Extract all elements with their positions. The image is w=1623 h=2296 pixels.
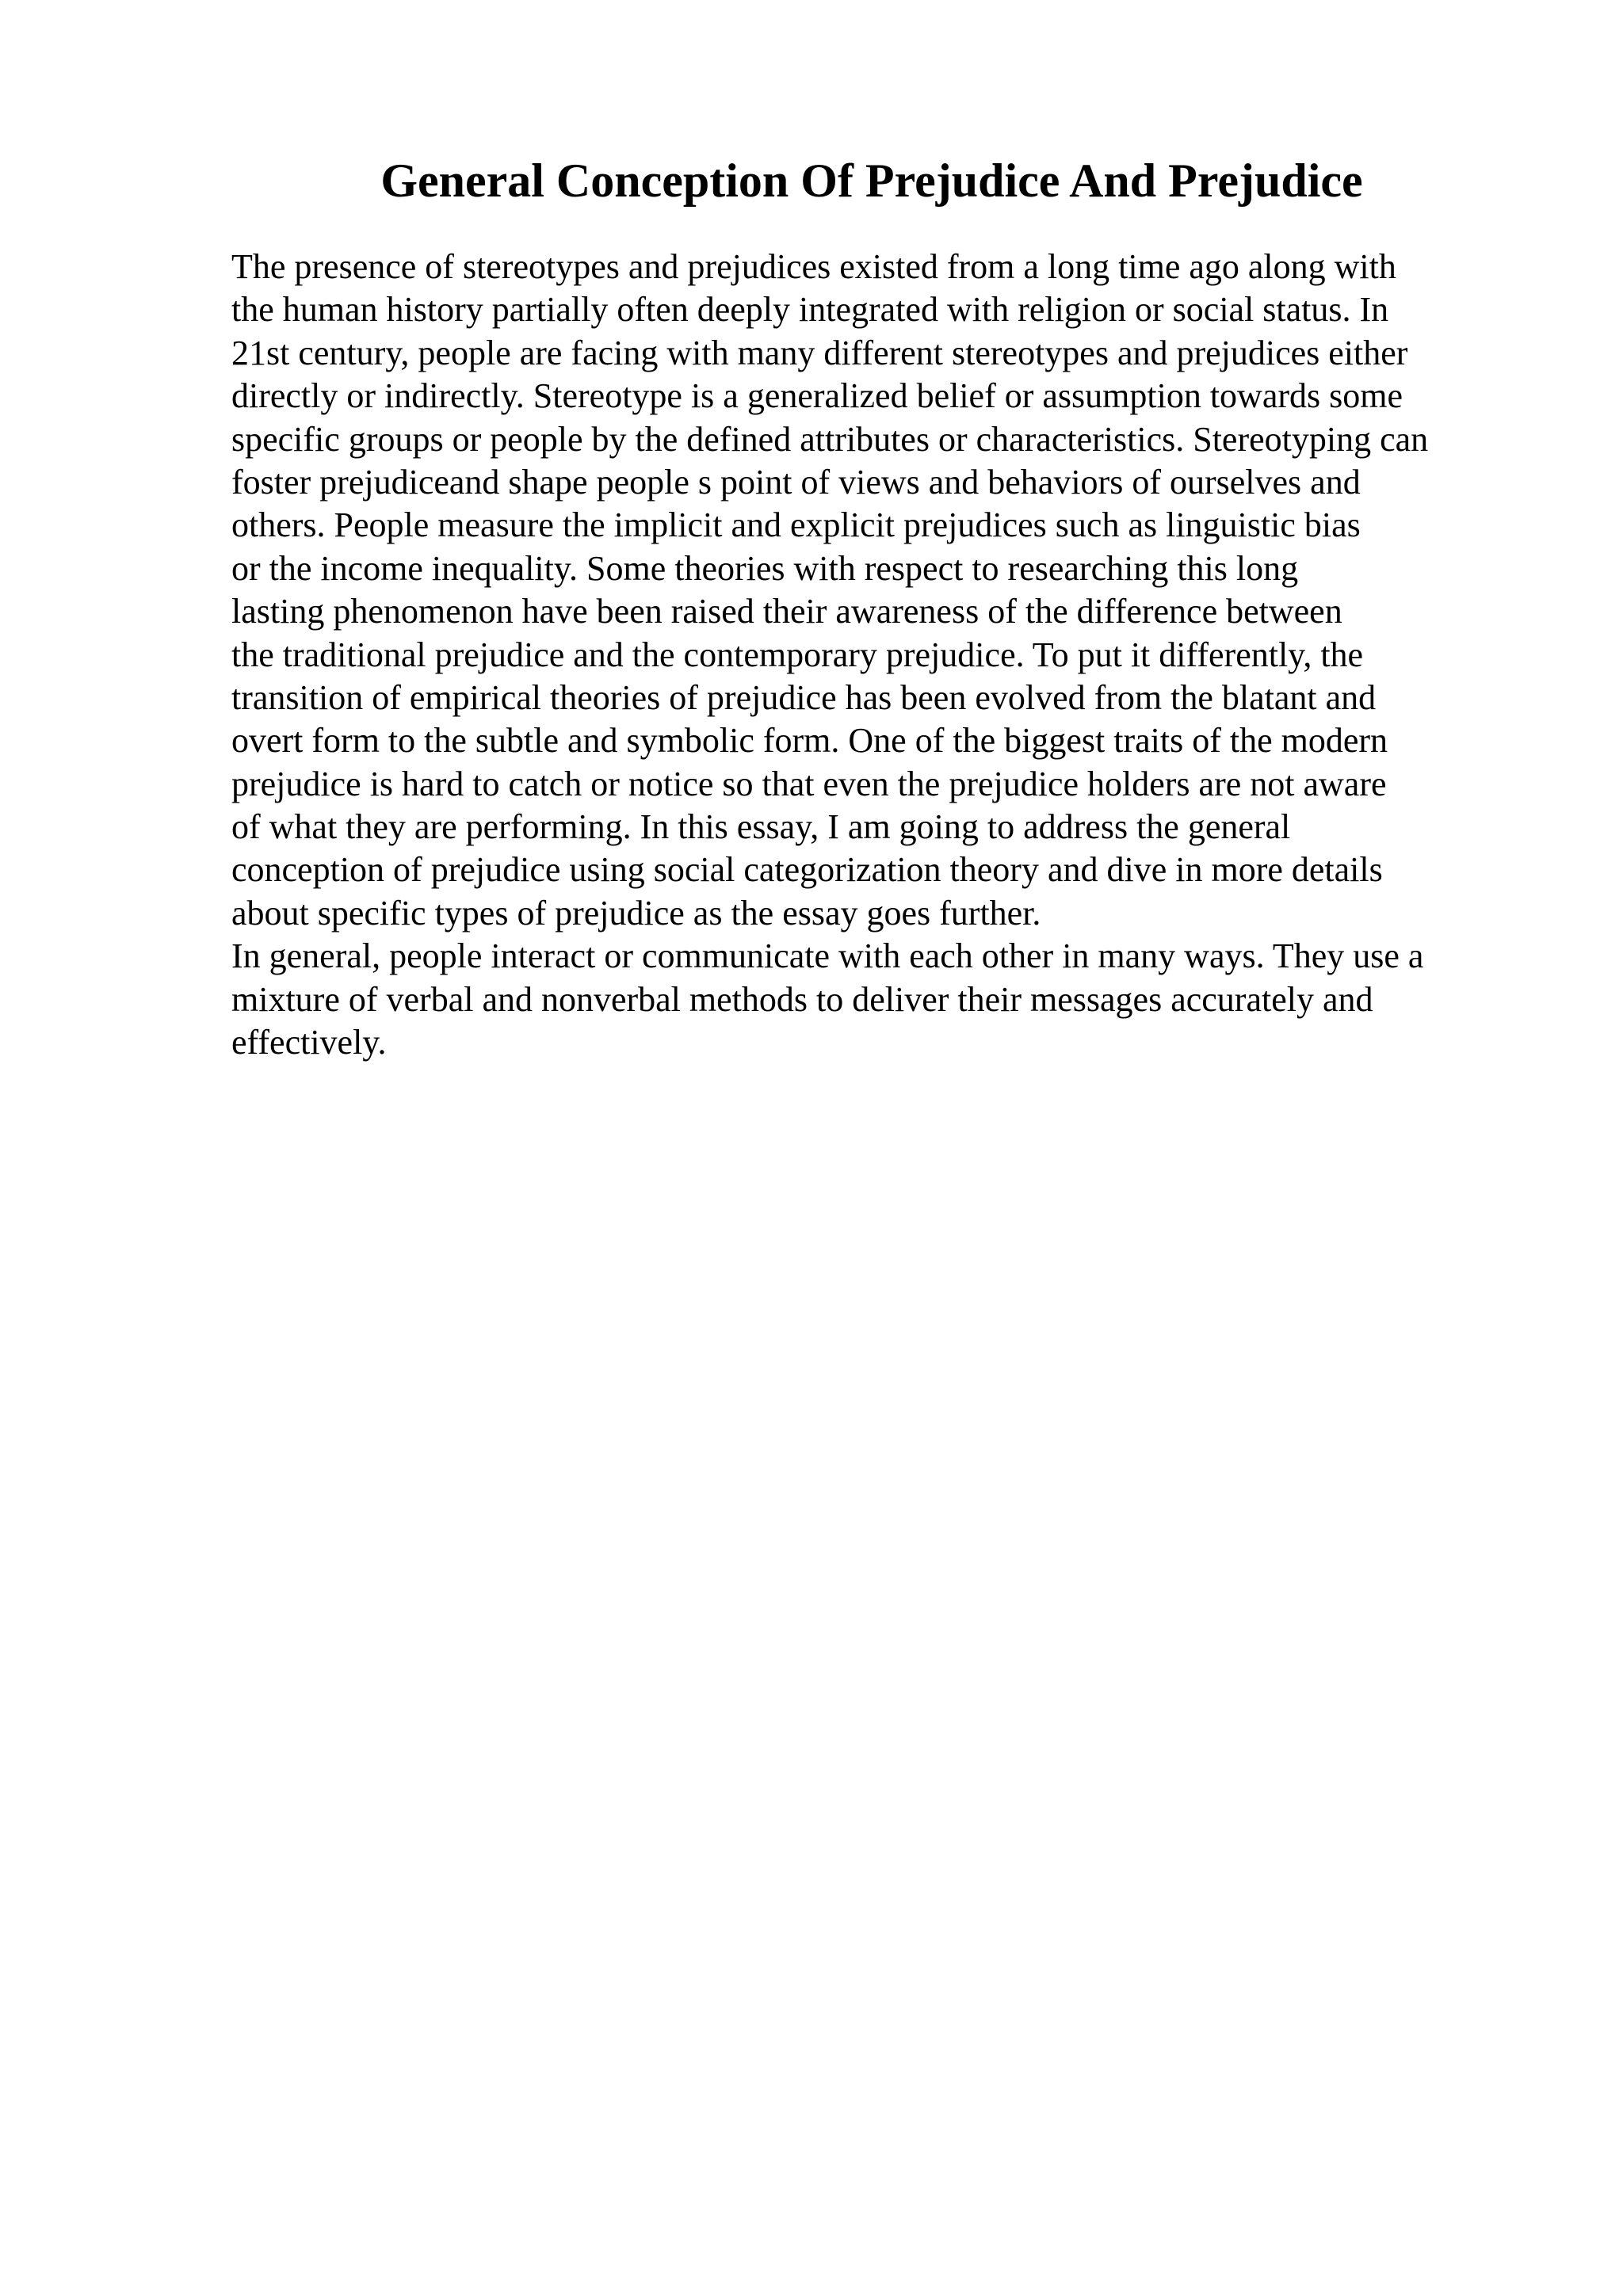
- body-line: or the income inequality. Some theories with respect to researching this long: [231, 548, 1299, 588]
- body-line: the traditional prejudice and the contemporary prejudice. To put it differently, the: [231, 635, 1364, 674]
- body-line: mixture of verbal and nonverbal methods to deliver their messages accurately and: [231, 979, 1373, 1019]
- body-line: 21st century, people are facing with many different stereotypes and prejudices either: [231, 333, 1408, 372]
- document-body: [231, 246, 1594, 1064]
- body-line: foster prejudiceand shape people s point of views and behaviors of ourselves and: [231, 462, 1361, 502]
- body-line: directly or indirectly. Stereotype is a generalized belief or assumption towards some: [231, 376, 1403, 416]
- body-line: about specific types of prejudice as the essay goes further.: [231, 893, 1041, 933]
- body-line: of what they are performing. In this essay, I am going to address the general: [231, 807, 1291, 847]
- body-line: the human history partially often deeply integrated with religion or social status. In: [231, 290, 1389, 330]
- document-title: General Conception Of Prejudice And Prejudice: [380, 154, 1363, 207]
- body-line: overt form to the subtle and symbolic form. One of the biggest traits of the modern: [231, 721, 1388, 761]
- body-line: specific groups or people by the defined attributes or characteristics. Stereotyping can: [231, 419, 1429, 459]
- body-line: effectively.: [231, 1023, 387, 1062]
- body-line: transition of empirical theories of prejudice has been evolved from the blatant and: [231, 677, 1377, 717]
- body-line: In general, people interact or communicate with each other in many ways. They use a: [231, 936, 1424, 976]
- body-line: conception of prejudice using social categorization theory and dive in more details: [231, 850, 1383, 890]
- body-line: lasting phenomenon have been raised their awareness of the difference between: [231, 592, 1342, 631]
- body-line: others. People measure the implicit and explicit prejudices such as linguistic bias: [231, 505, 1361, 545]
- body-line: prejudice is hard to catch or notice so that even the prejudice holders are not aware: [231, 764, 1387, 803]
- body-line: The presence of stereotypes and prejudices existed from a long time ago along with: [231, 247, 1396, 286]
